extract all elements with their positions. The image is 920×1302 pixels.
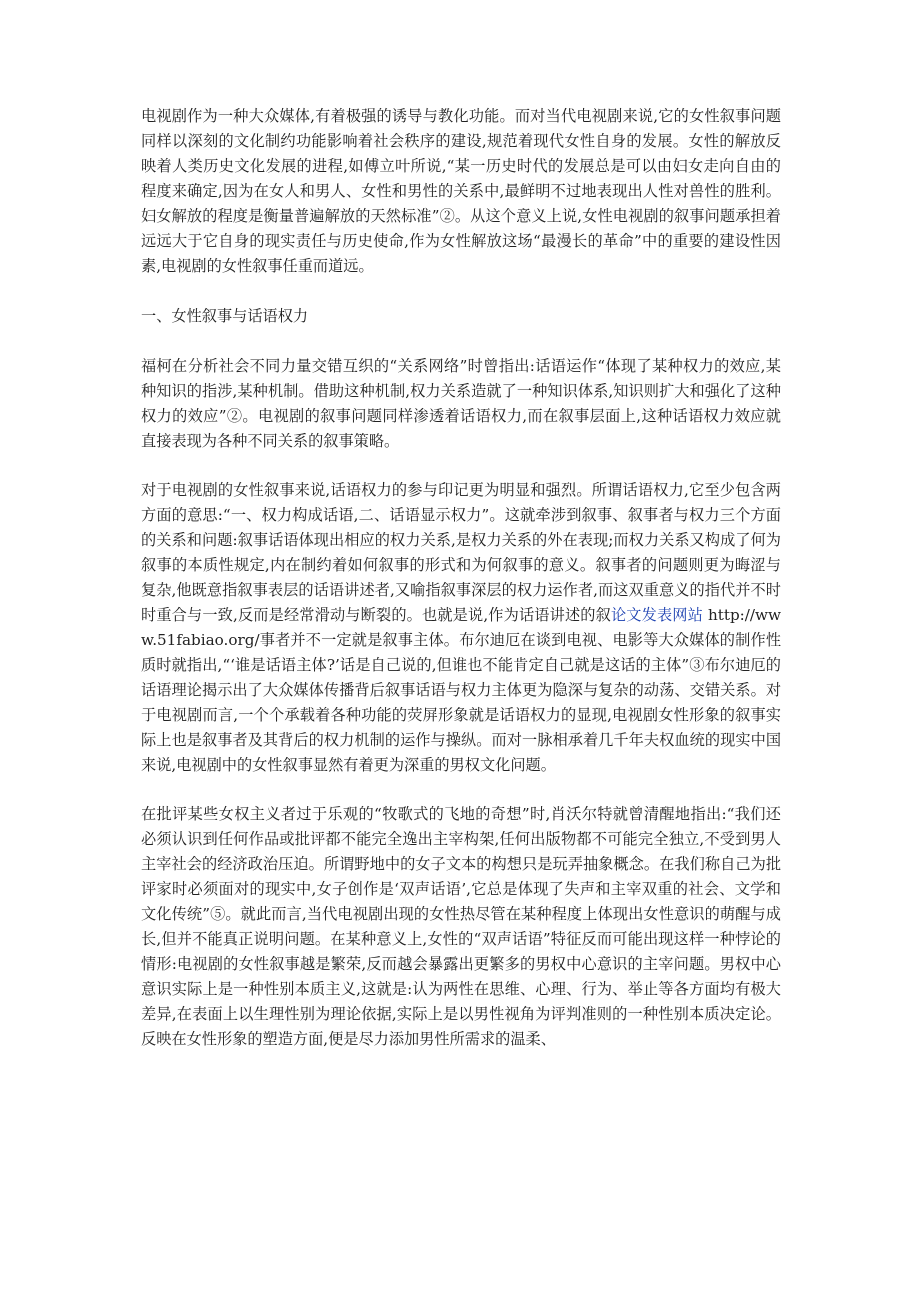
website-url: http://www.51fabiao.org/: [141, 606, 782, 649]
paragraph-discourse-power: [141, 478, 781, 778]
section-heading: 一、女性叙事与话语权力: [141, 307, 309, 325]
website-link[interactable]: 论文发表网站: [610, 606, 703, 624]
paragraph-showalter: 在批评某些女权主义者过于乐观的“牧歌式的飞地的奇想”时,肖沃尔特就曾清醒地指出:“我们还必须认识到任何作品或批评都不能完全逸出主宰构架,任何出版物都不可能完全独立,不受到男人主宰社会的经济政治压迫。所谓野地中的女子文本的构想只是玩弄抽象概念。在我们称自己为批评家时必须面对的现实中,女子创作是‘双声话语’,它总是体现了失声和主宰双重的社会、文学和文化传统”⑤。就此而言,当代电视剧出现的女性热尽管在某种程度上体现出女性意识的萌醒与成长,但并不能真正说明问题。在某种意义上,女性的“双声话语”特征反而可能出现这样一种悖论的情形:电视剧的女性叙事越是繁荣,反而越会暴露出更繁多的男权中心意识的主宰问题。男权中心意识实际上是一种性别本质主义,这就是:认为两性在思维、心理、行为、举止等各方面均有极大差异,在表面上以生理性别为理论依据,实际上是以男性视角为评判准则的一种性别本质决定论。反映在女性形象的塑造方面,便是尽力添加男性所需求的温柔、: [141, 805, 781, 1048]
paragraph-text-before-link: 对于电视剧的女性叙事来说,话语权力的参与印记更为明显和强烈。所谓话语权力,它至少包含两方面的意思:“一、权力构成话语,二、话语显示权力”。这就牵涉到叙事、叙事者与权力三个方面的关系和问题:叙事话语体现出相应的权力关系,是权力关系的外在表现;而权力关系又构成了何为叙事的本质性规定,内在制约着如何叙事的形式和为何叙事的意义。叙事者的问题则更为晦涩与复杂,他既意指叙事表层的话语讲述者,又喻指叙事深层的权力运作者,而这双重意义的指代并不时时重合与一致,反而是经常滑动与断裂的。也就是说,作为话语讲述的叙: [141, 481, 781, 624]
paragraph-foucault: 福柯在分析社会不同力量交错互织的“关系网络”时曾指出:话语运作“体现了某种权力的效应,某种知识的指涉,某种机制。借助这种机制,权力关系造就了一种知识体系,知识则扩大和强化了这种权力的效应”②。电视剧的叙事问题同样渗透着话语权力,而在叙事层面上,这种话语权力效应就直接表现为各种不同关系的叙事策略。: [141, 357, 781, 450]
paragraph-text-after-link: 事者并不一定就是叙事主体。布尔迪厄在谈到电视、电影等大众媒体的制作性质时就指出,“‘谁是话语主体?’话是自己说的,但谁也不能肯定自己就是这话的主体”③布尔迪厄的话语理论揭示出了大众媒体传播背后叙事话语与权力主体更为隐深与复杂的动荡、交错关系。对于电视剧而言,一个个承载着各种功能的荧屏形象就是话语权力的显现,电视剧女性形象的叙事实际上也是叙事者及其背后的权力机制的运作与操纵。而对一脉相承着几千年夫权血统的现实中国来说,电视剧中的女性叙事显然有着更为深重的男权文化问题。: [141, 631, 781, 774]
paragraph-intro: 电视剧作为一种大众媒体,有着极强的诱导与教化功能。而对当代电视剧来说,它的女性叙事问题同样以深刻的文化制约功能影响着社会秩序的建设,规范着现代女性自身的发展。女性的解放反映着人类历史文化发展的进程,如傅立叶所说,“某一历史时代的发展总是可以由妇女走向自由的程度来确定,因为在女人和男人、女性和男性的关系中,最鲜明不过地表现出人性对兽性的胜利。妇女解放的程度是衡量普遍解放的天然标准”②。从这个意义上说,女性电视剧的叙事问题承担着远远大于它自身的现实责任与历史使命,作为女性解放这场“最漫长的革命”中的重要的建设性因素,电视剧的女性叙事任重而道远。: [141, 107, 781, 275]
article-body: [141, 104, 781, 1052]
